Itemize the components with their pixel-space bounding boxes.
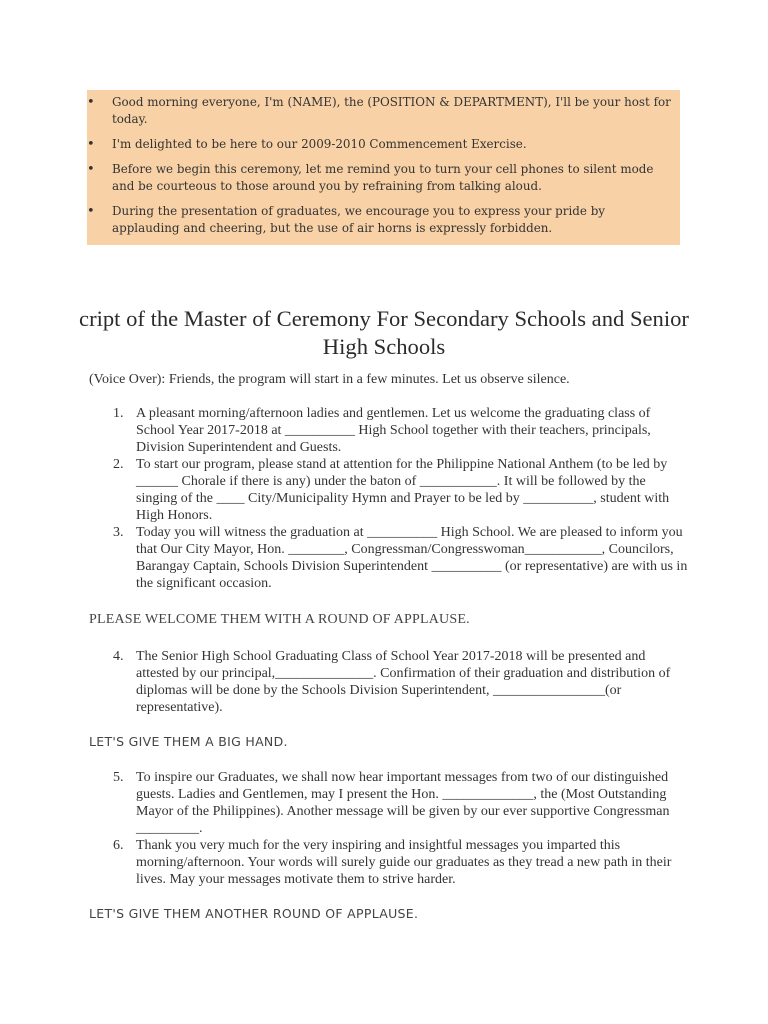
intro-bullet-text: During the presentation of graduates, we encourage you to express your pride by applauding and cheering, but the use of air horns is expressly forbidden. xyxy=(112,204,606,235)
step-number: 4. xyxy=(113,649,124,664)
intro-bullet-item xyxy=(87,94,680,128)
program-steps-list-c xyxy=(89,769,689,888)
bullet-icon: • xyxy=(87,204,95,219)
program-step-item xyxy=(89,837,689,888)
bullet-icon: • xyxy=(87,162,95,177)
program-steps-list-b xyxy=(89,648,689,716)
program-step-item xyxy=(89,456,689,524)
intro-bullet-text: I'm delighted to be here to our 2009-2010 Commencement Exercise. xyxy=(112,137,527,151)
step-text: Thank you very much for the very inspiring and insightful messages you imparted this morning/afternoon. Your words will surely guide our graduates as they tread a new path in their lives. May your messages motivate them to strive harder. xyxy=(136,838,672,887)
step-number: 3. xyxy=(113,525,124,540)
step-number: 1. xyxy=(113,406,124,421)
intro-bullet-text: Before we begin this ceremony, let me remind you to turn your cell phones to silent mode and be courteous to those around you by refraining from talking aloud. xyxy=(112,162,654,193)
program-step-item xyxy=(89,769,689,837)
step-number: 6. xyxy=(113,838,124,853)
step-text: Today you will witness the graduation at __________ High School. We are pleased to inform you that Our City Mayor, Hon. ________, Congressman/Congresswoman___________, Councilors, Barangay Captain, Schools Division Superintendent __________ (or representative) are with us in the significant occasion. xyxy=(136,525,688,591)
program-steps-list-a xyxy=(89,405,689,592)
program-step-item xyxy=(89,648,689,716)
document-title: cript of the Master of Ceremony For Secondary Schools and Senior High Schools xyxy=(79,306,689,359)
program-step-item xyxy=(89,405,689,456)
bullet-icon: • xyxy=(87,95,95,110)
step-text: To inspire our Graduates, we shall now hear important messages from two of our distinguished guests. Ladies and Gentlemen, may I present the Hon. _____________, the (Most Outstanding Mayor of the Philippines). Another message will be given by our ever supportive Congressman _________. xyxy=(136,770,670,836)
intro-bullet-item xyxy=(87,203,680,237)
bullet-icon: • xyxy=(87,137,95,152)
step-text: A pleasant morning/afternoon ladies and gentlemen. Let us welcome the graduating class of School Year 2017-2018 at __________ High School together with their teachers, principals, Division Superintendent and Guests. xyxy=(136,406,651,455)
program-step-item xyxy=(89,524,689,592)
applause-line-2: LET'S GIVE THEM A BIG HAND. xyxy=(89,734,288,749)
intro-bullet-text: Good morning everyone, I'm (NAME), the (POSITION & DEPARTMENT), I'll be your host for today. xyxy=(112,95,671,126)
step-number: 5. xyxy=(113,770,124,785)
step-text: To start our program, please stand at attention for the Philippine National Anthem (to be led by ______ Chorale if there is any) under the baton of ___________. It will be followed by the singing of the ____ City/Municipality Hymn and Prayer to be led by __________, student with High Honors. xyxy=(136,457,670,523)
voice-over-line: (Voice Over): Friends, the program will start in a few minutes. Let us observe silence. xyxy=(89,372,570,387)
applause-line-1: PLEASE WELCOME THEM WITH A ROUND OF APPLAUSE. xyxy=(89,612,470,627)
intro-highlight-box xyxy=(87,90,680,245)
applause-line-3: LET'S GIVE THEM ANOTHER ROUND OF APPLAUSE. xyxy=(89,906,419,921)
intro-bullet-item xyxy=(87,161,680,195)
step-text: The Senior High School Graduating Class of School Year 2017-2018 will be presented and attested by our principal,______________. Confirmation of their graduation and distribution of diplomas will be done by the Schools Division Superintendent, ________________(or representative). xyxy=(136,649,671,715)
step-number: 2. xyxy=(113,457,124,472)
intro-bullet-list xyxy=(87,94,680,245)
intro-bullet-item xyxy=(87,136,680,153)
